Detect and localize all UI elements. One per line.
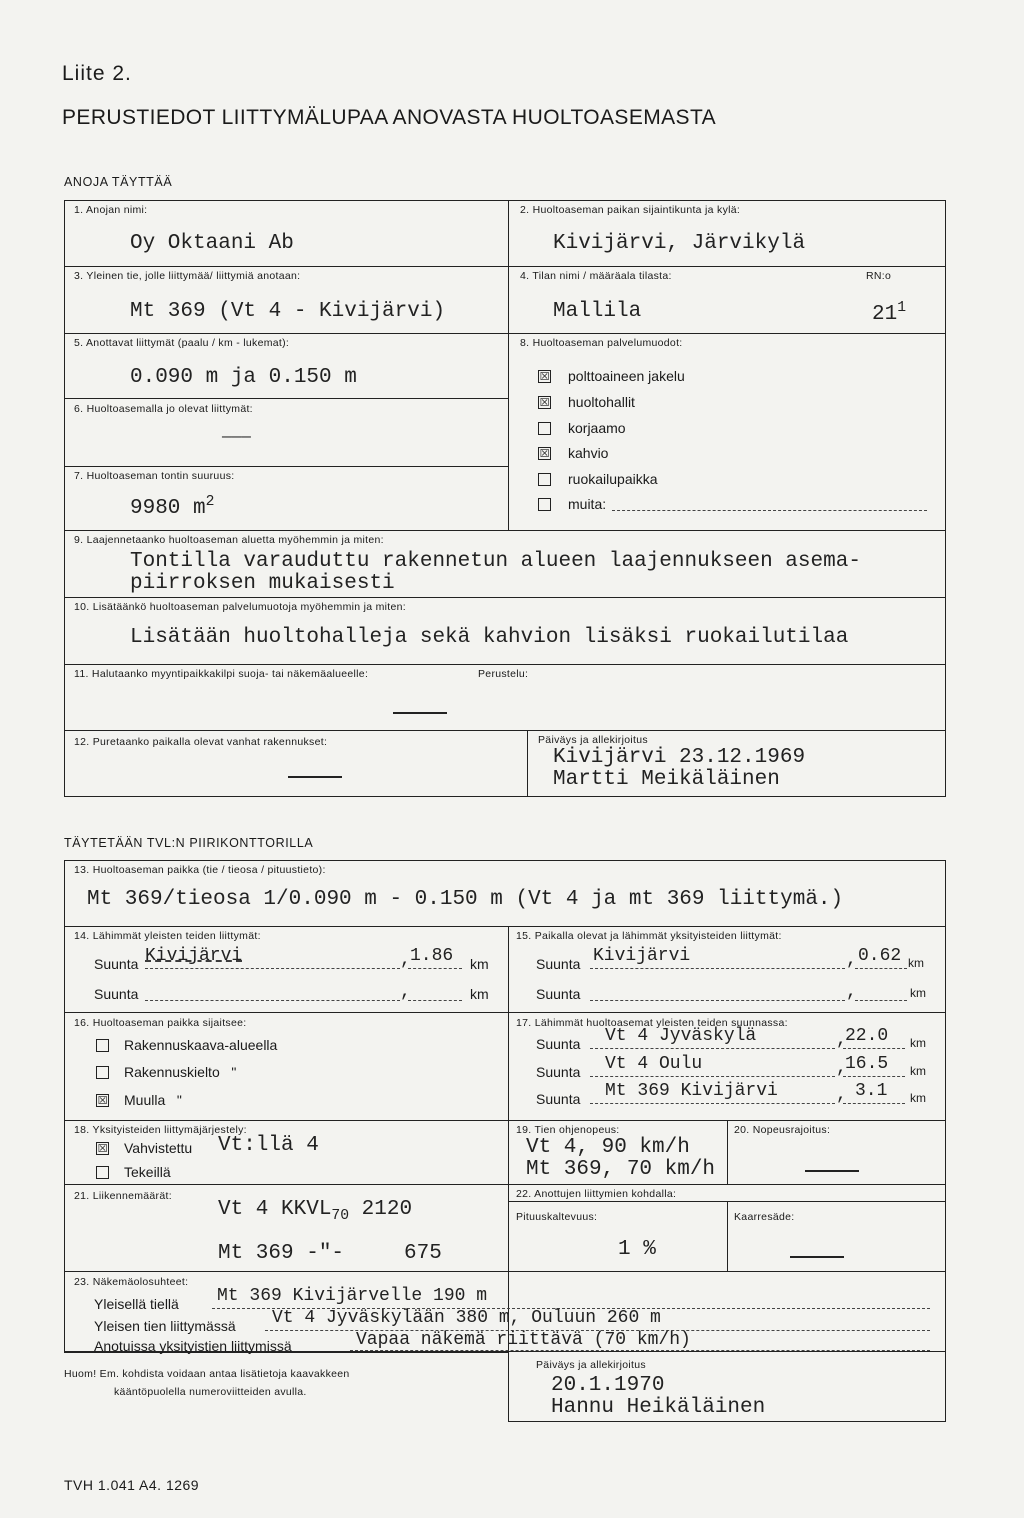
rn-value: $21^1$ xyxy=(872,300,907,326)
office-signature-label: Päiväys ja allekirjoitus xyxy=(536,1359,646,1371)
direction-label: Suunta xyxy=(536,1036,581,1052)
station-direction: Vt 4 Oulu xyxy=(605,1054,703,1074)
note-line-1: Huom! Em. kohdista voidaan antaa lisätietoja kaavakkeen xyxy=(64,1368,350,1380)
curve-radius-blank xyxy=(790,1256,844,1258)
visibility-public-road-label: Yleisellä tiellä xyxy=(94,1296,179,1312)
nearest-public-connections-label: 14. Lähimmät yleisten teiden liittymät: xyxy=(74,930,261,942)
option-label: Rakennuskielto " xyxy=(124,1064,237,1080)
checkbox-fuel[interactable]: ☒ xyxy=(539,370,550,383)
applicant-name-value: Oy Oktaani Ab xyxy=(130,232,294,255)
applicant-name-label: 1. Anojan nimi: xyxy=(74,204,148,216)
sign-placement-label: 11. Halutaanko myyntipaikkakilpi suoja- tai näkemäalueelle: xyxy=(74,668,369,680)
distance-comma: , xyxy=(836,1085,847,1105)
expansion-label: 9. Laajennetaanko huoltoaseman aluetta myöhemmin ja miten: xyxy=(74,534,384,546)
expansion-line-1: Tontilla varauduttu rakennetun alueen laajennukseen asema- xyxy=(130,550,861,573)
grade-label: Pituuskaltevuus: xyxy=(516,1211,598,1223)
section-heading-applicant: ANOJA TÄYTTÄÄ xyxy=(64,175,173,189)
distance-comma: , xyxy=(400,950,411,970)
traffic-volume-label: 21. Liikennemäärät: xyxy=(74,1190,172,1202)
public-road-label: 3. Yleinen tie, jolle liittymää/ liittymiä anotaan: xyxy=(74,270,301,282)
traffic-volume-line-1: Vt 4 $KKVL_{70}$ 2120 xyxy=(218,1198,413,1225)
justification-label: Perustelu: xyxy=(478,668,529,680)
direction-label: Suunta xyxy=(536,956,581,972)
station-location-label: 13. Huoltoaseman paikka (tie / tieosa / pituustieto): xyxy=(74,864,326,876)
km-unit: km xyxy=(908,956,924,970)
option-label: Rakennuskaava-alueella xyxy=(124,1037,278,1053)
direction-label: Suunta xyxy=(94,956,139,972)
km-unit: km xyxy=(470,986,489,1002)
location-value: Kivijärvi, Järvikylä xyxy=(553,232,806,255)
checkbox-repair[interactable] xyxy=(538,422,551,435)
guide-speed-line-2: Mt 369, 70 km/h xyxy=(526,1158,716,1181)
existing-connections-value: ——— xyxy=(222,428,251,446)
existing-connections-label: 6. Huoltoasemalla jo olevat liittymät: xyxy=(74,403,253,415)
grade-value: 1 % xyxy=(618,1238,656,1261)
station-distance: 22.0 xyxy=(845,1026,889,1046)
checkbox-other-zone[interactable]: ☒ xyxy=(97,1094,108,1107)
station-direction: Mt 369 Kivijärvi xyxy=(605,1081,778,1101)
option-label: polttoaineen jakelu xyxy=(568,368,685,384)
km-unit: km xyxy=(910,1036,926,1050)
distance-value: 0.62 xyxy=(858,946,902,966)
attachment-label: Liite 2. xyxy=(62,62,132,85)
private-connections-label: 15. Paikalla olevat ja lähimmät yksityisteiden liittymät: xyxy=(516,930,782,942)
direction-value: Kivijärvi xyxy=(145,946,243,966)
distance-comma: , xyxy=(846,982,857,1002)
visibility-junction-value: Vt 4 Jyväskylään 380 m, Ouluun 260 m xyxy=(272,1308,661,1328)
checkbox-confirmed[interactable]: ☒ xyxy=(97,1142,108,1155)
checkbox-plan-area[interactable] xyxy=(96,1039,109,1052)
distance-value: 1.86 xyxy=(410,946,454,966)
demolition-label: 12. Puretaanko paikalla olevat vanhat rakennukset: xyxy=(74,736,328,748)
demolition-blank xyxy=(288,776,342,778)
guide-speed-line-1: Vt 4, 90 km/h xyxy=(526,1136,690,1159)
zoning-label: 16. Huoltoaseman paikka sijaitsee: xyxy=(74,1017,247,1029)
public-road-value: Mt 369 (Vt 4 - Kivijärvi) xyxy=(130,300,446,323)
speed-limit-label: 20. Nopeusrajoitus: xyxy=(734,1124,831,1136)
section-heading-office: TÄYTETÄÄN TVL:N PIIRIKONTTORILLA xyxy=(64,836,314,850)
office-signature-line-2: Hannu Heikäläinen xyxy=(551,1396,766,1419)
office-signature-line-1: 20.1.1970 xyxy=(551,1374,665,1397)
direction-label: Suunta xyxy=(94,986,139,1002)
km-unit: km xyxy=(470,956,489,972)
applicant-signature-label: Päiväys ja allekirjoitus xyxy=(538,734,648,746)
km-unit: km xyxy=(910,986,926,1000)
connections-label: 5. Anottavat liittymät (paalu / km - lukemat): xyxy=(74,337,290,349)
direction-value: Kivijärvi xyxy=(593,946,691,966)
visibility-label: 23. Näkemäolosuhteet: xyxy=(74,1276,189,1288)
checkbox-restaurant[interactable] xyxy=(538,473,551,486)
lot-size-label: 7. Huoltoaseman tontin suuruus: xyxy=(74,470,235,482)
added-services-value: Lisätään huoltohalleja sekä kahvion lisäksi ruokailutilaa xyxy=(130,626,849,649)
option-label: muita: xyxy=(568,496,607,512)
checkbox-building-ban[interactable] xyxy=(96,1066,109,1079)
visibility-public-road-value: Mt 369 Kivijärvelle 190 m xyxy=(217,1286,488,1306)
checkbox-in-progress[interactable] xyxy=(96,1166,109,1179)
form-code: TVH 1.041 A4. 1269 xyxy=(64,1477,200,1493)
page-title: PERUSTIEDOT LIITTYMÄLUPAA ANOVASTA HUOLTOASEMASTA xyxy=(62,106,717,129)
option-label: ruokailupaikka xyxy=(568,471,658,487)
km-unit: km xyxy=(910,1091,926,1105)
note-line-2: kääntöpuolella numeroviitteiden avulla. xyxy=(114,1386,307,1398)
lot-size-value: 9980 $m^2$ xyxy=(130,494,215,520)
connections-value: 0.090 m ja 0.150 m xyxy=(130,366,357,389)
estate-label: 4. Tilan nimi / määräala tilasta: xyxy=(520,270,672,282)
checkbox-other[interactable] xyxy=(538,498,551,511)
curve-radius-label: Kaarresäde: xyxy=(734,1211,795,1223)
visibility-junction-label: Yleisen tien liittymässä xyxy=(94,1318,236,1334)
station-distance: 3.1 xyxy=(855,1081,888,1101)
distance-comma: , xyxy=(836,1058,847,1078)
sign-placement-blank xyxy=(393,712,447,714)
visibility-private-value: Vapaa näkemä riittävä (70 km/h) xyxy=(356,1330,691,1350)
option-label: huoltohallit xyxy=(568,394,635,410)
added-services-label: 10. Lisätäänkö huoltoaseman palvelumuotoja myöhemmin ja miten: xyxy=(74,601,407,613)
direction-label: Suunta xyxy=(536,1091,581,1107)
option-label: Vahvistettu xyxy=(124,1140,193,1156)
distance-comma: , xyxy=(846,950,857,970)
applicant-signature-line-2: Martti Meikäläinen xyxy=(553,768,780,791)
checkbox-cafe[interactable]: ☒ xyxy=(539,447,550,460)
option-label: korjaamo xyxy=(568,420,626,436)
km-unit: km xyxy=(910,1064,926,1078)
private-arrangement-label: 18. Yksityisteiden liittymäjärjestely: xyxy=(74,1124,247,1136)
services-label: 8. Huoltoaseman palvelumuodot: xyxy=(520,337,683,349)
station-distance: 16.5 xyxy=(845,1054,889,1074)
speed-limit-blank xyxy=(805,1170,859,1172)
location-label: 2. Huoltoaseman paikan sijaintikunta ja kylä: xyxy=(520,204,741,216)
distance-comma: , xyxy=(400,982,411,1002)
traffic-volume-line-2: Mt 369 -"- 675 xyxy=(218,1242,442,1265)
station-location-value: Mt 369/tieosa 1/0.090 m - 0.150 m (Vt 4 ja mt 369 liittymä.) xyxy=(87,888,844,911)
confirmed-value: Vt:llä 4 xyxy=(218,1134,319,1157)
option-label: kahvio xyxy=(568,445,609,461)
station-direction: Vt 4 Jyväskylä xyxy=(605,1026,757,1046)
option-label: Muulla " xyxy=(124,1092,182,1108)
rn-label: RN:o xyxy=(866,270,892,282)
estate-value: Mallila xyxy=(553,300,642,323)
direction-label: Suunta xyxy=(536,1064,581,1080)
applicant-signature-line-1: Kivijärvi 23.12.1969 xyxy=(553,746,806,769)
direction-label: Suunta xyxy=(536,986,581,1002)
connection-conditions-label: 22. Anottujen liittymien kohdalla: xyxy=(516,1188,677,1200)
guide-speed-label: 19. Tien ohjenopeus: xyxy=(516,1124,620,1136)
option-label: Tekeillä xyxy=(124,1164,171,1180)
checkbox-halls[interactable]: ☒ xyxy=(539,396,550,409)
distance-comma: , xyxy=(836,1030,847,1050)
expansion-line-2: piirroksen mukaisesti xyxy=(130,572,395,595)
nearest-stations-label: 17. Lähimmät huoltoasemat yleisten teiden suunnassa: xyxy=(516,1017,788,1029)
visibility-private-label: Anotuissa yksityistien liittymissä xyxy=(94,1338,292,1354)
